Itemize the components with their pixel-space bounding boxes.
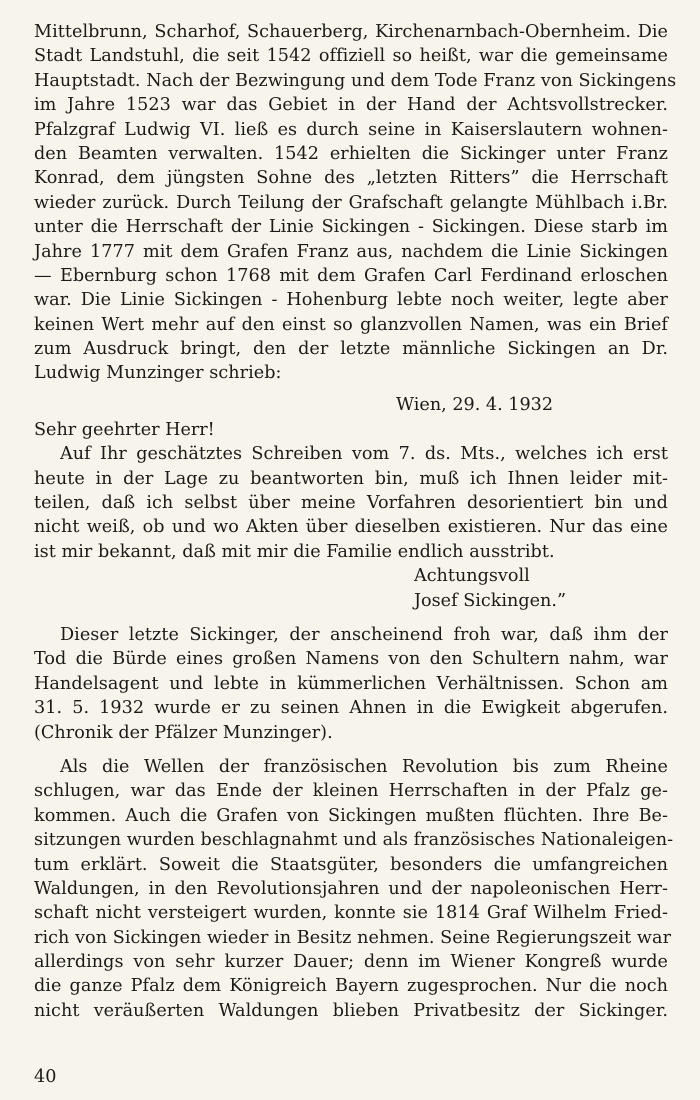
text-line: Stadt Landstuhl, die seit 1542 offiziell so heißt, war die gemeinsame (34, 46, 668, 67)
text-line: im Jahre 1523 war das Gebiet in der Hand der Achtsvollstrecker. (34, 95, 668, 116)
text-line: rich von Sickingen wieder in Besitz nehmen. Seine Regierungszeit war (34, 927, 672, 948)
text-line: zum Ausdruck bringt, den der letzte männliche Sickingen an Dr. (34, 339, 668, 360)
text-line: Hauptstadt. Nach der Bezwingung und dem Tode Franz von Sickingens (34, 70, 677, 91)
text-line: nicht weiß, ob und wo Akten über dieselben existieren. Nur das eine (34, 517, 668, 538)
text-line: — Ebernburg schon 1768 mit dem Grafen Carl Ferdinand erloschen (34, 265, 668, 286)
text-line: ist mir bekannt, daß mit mir die Familie endlich ausstribt. (34, 541, 555, 562)
paragraph-gap (34, 745, 668, 755)
text-line: Tod die Bürde eines großen Namens von den Schultern nahm, war (34, 649, 668, 670)
text-line: die ganze Pfalz dem Königreich Bayern zugesprochen. Nur die noch (34, 976, 668, 997)
letter-date: Wien, 29. 4. 1932 (396, 394, 554, 415)
text-line: 31. 5. 1932 wurde er zu seinen Ahnen in die Ewigkeit abgerufen. (34, 698, 668, 719)
text-line: Auf Ihr geschätztes Schreiben vom 7. ds. Mts., welches ich erst (60, 444, 668, 465)
text-line: unter die Herrschaft der Linie Sickingen - Sickingen. Diese starb im (34, 217, 668, 238)
text-line: nicht veräußerten Waldungen blieben Privatbesitz der Sickinger. (34, 1000, 668, 1021)
text-line: Konrad, dem jüngsten Sohne des „letzten Ritters” die Herrschaft (34, 168, 668, 189)
text-line: wieder zurück. Durch Teilung der Grafschaft gelangte Mühlbach i.Br. (34, 192, 668, 213)
paragraph-last-sickinger (34, 623, 668, 745)
text-line: sitzungen wurden beschlagnahmt und als französisches Nationaleigen- (34, 830, 674, 851)
text-line: Waldungen, in den Revolutionsjahren und der napoleonischen Herr- (34, 878, 668, 899)
text-line: war. Die Linie Sickingen - Hohenburg lebte noch weiter, legte aber (34, 290, 668, 311)
text-line: keinen Wert mehr auf den einst so glanzvollen Namen, was ein Brief (34, 314, 668, 335)
paragraph-history (34, 20, 677, 386)
text-line: den Beamten verwalten. 1542 erhielten die Sickinger unter Franz (34, 143, 668, 164)
text-line: tum erklärt. Soweit die Staatsgüter, besonders die umfangreichen (34, 854, 668, 875)
text-line: Handelsagent und lebte in kümmerlichen Verhältnissen. Schon am (34, 673, 668, 694)
paragraph-gap (34, 613, 668, 623)
text-line: teilen, daß ich selbst über meine Vorfahren desorientiert bin und (34, 493, 668, 514)
text-line: Pfalzgraf Ludwig VI. ließ es durch seine in Kaiserslautern wohnen- (34, 119, 668, 140)
text-line: (Chronik der Pfälzer Munzinger). (34, 722, 333, 743)
text-line: Dieser letzte Sickinger, der anscheinend froh war, daß ihm der (60, 624, 668, 645)
text-line: Mittelbrunn, Scharhof, Schauerberg, Kirchenarnbach-Obernheim. Die (34, 22, 668, 42)
text-line: Ludwig Munzinger schrieb: (34, 363, 282, 384)
text-line: Jahre 1777 mit dem Grafen Franz aus, nachdem die Linie Sickingen (34, 241, 668, 262)
quoted-letter (34, 392, 668, 613)
page-number: 40 (34, 1067, 57, 1087)
text-line: kommen. Auch die Grafen von Sickingen mußten flüchten. Ihre Be- (34, 805, 668, 826)
text-line: heute in der Lage zu beantworten bin, muß ich Ihnen leider mit- (34, 468, 668, 489)
page-text (34, 20, 677, 1023)
paragraph-revolution (34, 755, 674, 1023)
text-line: allerdings von sehr kurzer Dauer; denn im Wiener Kongreß wurde (34, 952, 668, 973)
text-line: schlugen, war das Ende der kleinen Herrschaften in der Pfalz ge- (34, 781, 668, 802)
letter-salutation: Sehr geehrter Herr! (34, 419, 215, 440)
text-line: Als die Wellen der französischen Revolution bis zum Rheine (60, 756, 668, 777)
letter-closing: Achtungsvoll (414, 566, 530, 587)
letter-signature: Josef Sickingen.” (414, 590, 566, 611)
text-line: schaft nicht versteigert wurden, konnte sie 1814 Graf Wilhelm Fried- (34, 903, 668, 924)
